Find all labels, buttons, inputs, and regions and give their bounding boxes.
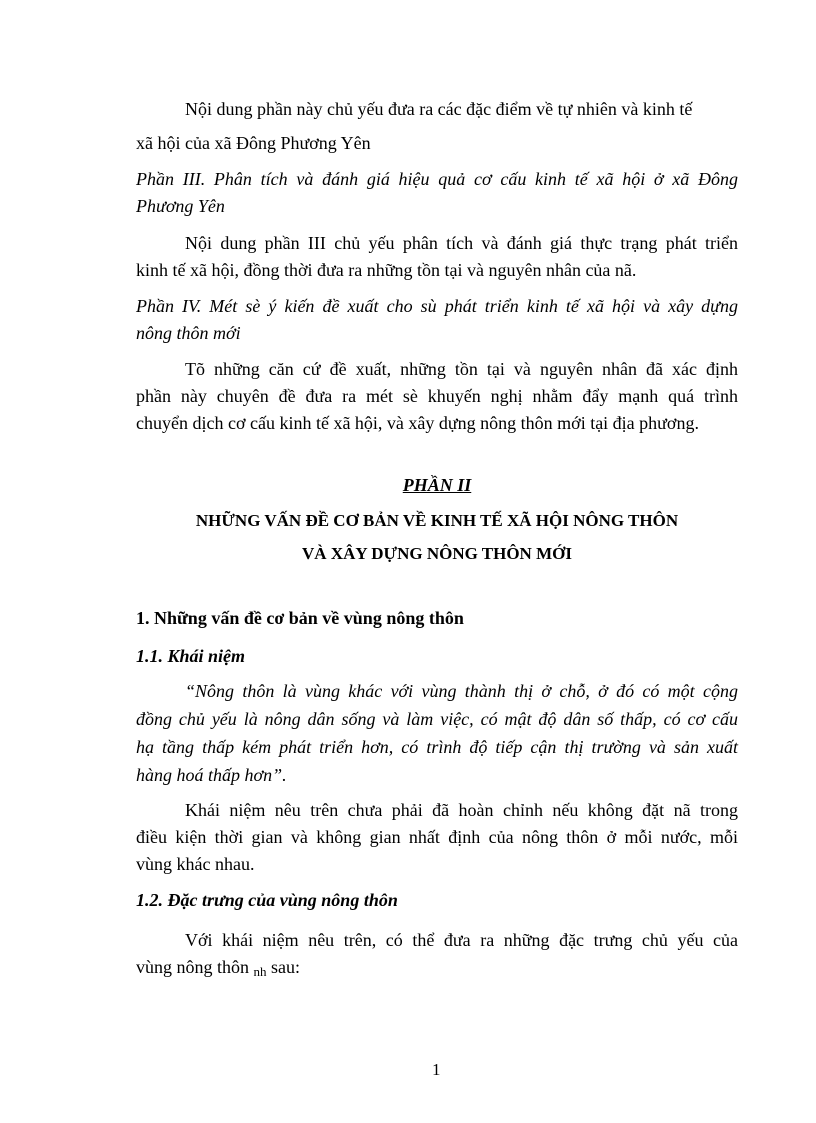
- part-3-heading-line-2: Phương Yên: [136, 196, 225, 216]
- definition-quote-line-4: hàng hoá thấp hơn”.: [136, 765, 287, 785]
- features-line-2-end: sau:: [266, 957, 301, 977]
- definition-quote-line-3: hạ tầng thấp kém phát triển hơn, có trình độ tiếp cận thị trường và sản xuất: [136, 737, 738, 757]
- chapter-title-line-1: NHỮNG VẤN ĐỀ CƠ BẢN VỀ KINH TẾ XÃ HỘI NÔNG THÔN: [195, 511, 679, 530]
- features-line-2-start: vùng nông thôn: [136, 957, 254, 977]
- part-4-heading-line-2: nông thôn mới: [136, 323, 241, 343]
- intro-paragraph-3-line-2: kinh tế xã hội, đồng thời đưa ra những tồn tại và nguyên nhân của nã.: [136, 260, 637, 280]
- chapter-title-line-2: VÀ XÂY DỰNG NÔNG THÔN MỚI: [302, 544, 572, 563]
- concept-paragraph-line-2: điều kiện thời gian và không gian nhất định của nông thôn ở mỗi nước, mỗi: [136, 827, 738, 847]
- features-line-2-small-text: nh: [253, 964, 267, 979]
- part-4-heading-line-1: Phần IV. Mét sè ý kiến đề xuất cho sù phát triển kinh tế xã hội và xây dựng: [136, 296, 738, 316]
- subsection-1-2-heading: 1.2. Đặc trưng của vùng nông thôn: [136, 890, 398, 910]
- intro-paragraph-1-line-2: xã hội của xã Đông Phương Yên: [136, 133, 371, 153]
- definition-quote-line-1: “Nông thôn là vùng khác với vùng thành thị ở chỗ, ở đó có một cộng: [185, 681, 738, 701]
- subsection-1-1-heading: 1.1. Khái niệm: [136, 646, 246, 666]
- concept-paragraph-line-3: vùng khác nhau.: [136, 854, 255, 874]
- definition-quote-line-2: đồng chủ yếu là nông dân sống và làm việc, có mật độ dân số thấp, có cơ cấu: [136, 709, 738, 729]
- concept-paragraph-line-1: Khái niệm nêu trên chưa phải đã hoàn chỉnh nếu không đặt nã trong: [185, 800, 738, 820]
- features-paragraph-line-1: Với khái niệm nêu trên, có thể đưa ra những đặc trưng chủ yếu của: [185, 930, 738, 950]
- intro-paragraph-4-line-3: chuyển dịch cơ cấu kinh tế xã hội, và xây dựng nông thôn mới tại địa phương.: [136, 413, 699, 433]
- page-number: 1: [432, 1060, 441, 1079]
- section-heading: 1. Những vấn đề cơ bản về vùng nông thôn: [136, 608, 464, 628]
- features-paragraph-line-2: [136, 956, 300, 983]
- intro-paragraph-4-line-1: Tõ những căn cứ đề xuất, những tồn tại và nguyên nhân đã xác định: [185, 359, 738, 379]
- intro-paragraph-1-line-1: Nội dung phần này chủ yếu đưa ra các đặc điểm về tự nhiên và kinh tế: [185, 99, 693, 119]
- part-3-heading-line-1: Phần III. Phân tích và đánh giá hiệu quả cơ cấu kinh tế xã hội ở xã Đông: [136, 169, 738, 189]
- chapter-label: PHẦN II: [402, 475, 472, 495]
- intro-paragraph-3-line-1: Nội dung phần III chủ yếu phân tích và đánh giá thực trạng phát triển: [185, 233, 738, 253]
- intro-paragraph-4-line-2: phần này chuyên đề đưa ra mét sè khuyến nghị nhằm đẩy mạnh quá trình: [136, 386, 738, 406]
